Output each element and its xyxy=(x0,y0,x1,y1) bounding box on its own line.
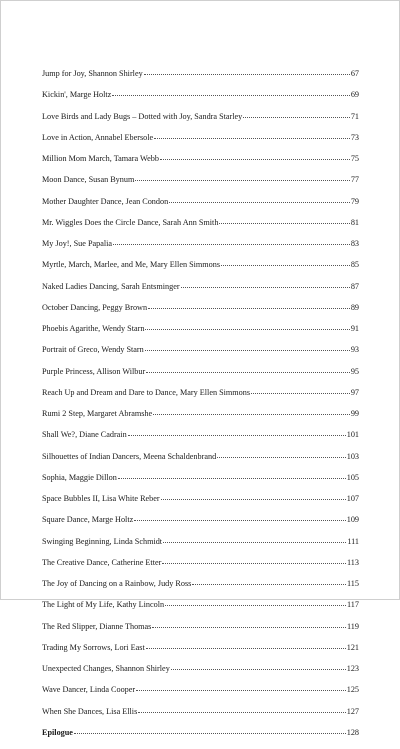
toc-entry-page-number: 113 xyxy=(347,557,359,567)
toc-entry-title: October Dancing, Peggy Brown xyxy=(42,302,148,312)
toc-entry-page-number: 119 xyxy=(347,621,359,631)
toc-entry-title: Swinging Beginning, Linda Schmidt xyxy=(42,536,163,546)
toc-entry-page-number: 93 xyxy=(350,345,359,355)
toc-dot-leader xyxy=(144,74,350,75)
toc-dot-leader xyxy=(219,223,349,224)
toc-entry-page-number: 128 xyxy=(346,727,359,737)
toc-entry-page-number: 117 xyxy=(347,600,359,610)
toc-entry-title: Square Dance, Marge Holtz xyxy=(42,515,134,525)
toc-entry-title: Purple Princess, Allison Wilbur xyxy=(42,366,146,376)
toc-entry xyxy=(42,388,359,409)
toc-dot-leader xyxy=(148,308,350,309)
toc-dot-leader xyxy=(162,563,346,564)
toc-entry xyxy=(42,218,359,239)
toc-entry-title: Shall We?, Diane Cadrain xyxy=(42,430,127,440)
toc-dot-leader xyxy=(171,669,346,670)
toc-entry-title: Silhouettes of Indian Dancers, Meena Schaldenbrand xyxy=(42,451,217,461)
toc-entry xyxy=(42,664,359,685)
toc-entry-page-number: 121 xyxy=(346,642,359,652)
toc-dot-leader xyxy=(160,159,350,160)
toc-entry-title: My Joy!, Sue Papalia xyxy=(42,239,113,248)
toc-dot-leader xyxy=(165,605,346,606)
toc-entry xyxy=(42,197,359,218)
toc-entry-title: The Light of My Life, Kathy Lincoln xyxy=(42,600,165,610)
toc-entry-page-number: 107 xyxy=(346,494,359,503)
toc-entry xyxy=(42,600,359,621)
toc-entry xyxy=(42,579,359,600)
toc-entry-title: Space Bubbles II, Lisa White Reber xyxy=(42,494,160,503)
toc-entry-page-number: 103 xyxy=(346,451,359,461)
toc-entry-page-number: 123 xyxy=(346,664,359,673)
toc-entry xyxy=(42,515,359,536)
toc-entry-page-number: 79 xyxy=(350,196,359,206)
toc-entry xyxy=(42,367,359,388)
toc-entry-title: Kickin', Marge Holtz xyxy=(42,90,112,100)
toc-entry-title: Portrait of Greco, Wendy Starn xyxy=(42,345,144,355)
toc-entry-page-number: 101 xyxy=(346,430,359,440)
toc-entry xyxy=(42,260,359,281)
toc-entry-title: Million Mom March, Tamara Webb xyxy=(42,154,159,163)
toc-dot-leader xyxy=(145,350,350,351)
toc-entry xyxy=(42,133,359,154)
toc-entry-page-number: 81 xyxy=(350,217,359,227)
toc-dot-leader xyxy=(112,95,350,96)
toc-dot-leader xyxy=(251,393,350,394)
toc-entry-page-number: 127 xyxy=(346,706,359,716)
toc-entry-title: Reach Up and Dream and Dare to Dance, Mary Ellen Simmons xyxy=(42,387,251,397)
toc-entry xyxy=(42,324,359,345)
toc-entry xyxy=(42,685,359,706)
toc-entry-title: Sophia, Maggie Dillon xyxy=(42,472,117,482)
toc-entry xyxy=(42,282,359,303)
toc-dot-leader xyxy=(192,584,346,585)
toc-dot-leader xyxy=(152,627,346,628)
toc-entry xyxy=(42,345,359,366)
toc-entry-title: Naked Ladies Dancing, Sarah Entsminger xyxy=(42,281,180,291)
toc-entry-title: The Joy of Dancing on a Rainbow, Judy Ross xyxy=(42,579,192,588)
toc-entry-page-number: 85 xyxy=(350,260,359,270)
toc-entry-title: Love in Action, Annabel Ebersole xyxy=(42,132,154,142)
toc-entry-page-number: 125 xyxy=(346,685,359,695)
toc-dot-leader xyxy=(217,457,346,458)
toc-dot-leader xyxy=(146,372,350,373)
toc-entry-page-number: 69 xyxy=(350,90,359,100)
toc-entry-title: Unexpected Changes, Shannon Shirley xyxy=(42,664,170,673)
toc-entry-page-number: 95 xyxy=(350,366,359,376)
toc-dot-leader xyxy=(135,180,349,181)
toc-dot-leader xyxy=(138,712,345,713)
toc-entry-title: Epilogue xyxy=(42,727,73,737)
toc-entry-title: When She Dances, Lisa Ellis xyxy=(42,706,138,716)
toc-entry xyxy=(42,643,359,664)
toc-dot-leader xyxy=(145,329,349,330)
toc-entry-title: Trading My Sorrows, Lori East xyxy=(42,642,145,652)
toc-entry-page-number: 73 xyxy=(350,132,359,142)
toc-entry xyxy=(42,473,359,494)
toc-dot-leader xyxy=(163,542,346,543)
toc-dot-leader xyxy=(136,690,346,691)
toc-entry-epilogue xyxy=(42,728,359,749)
toc-entry xyxy=(42,558,359,579)
toc-entry-title: The Red Slipper, Dianne Thomas xyxy=(42,621,152,631)
toc-entry xyxy=(42,239,359,260)
toc-entry xyxy=(42,303,359,324)
toc-dot-leader xyxy=(161,499,346,500)
toc-entry-page-number: 83 xyxy=(350,239,359,248)
toc-entry-title: Love Birds and Lady Bugs – Dotted with Joy, Sandra Starley xyxy=(42,111,243,121)
toc-entry-page-number: 77 xyxy=(350,175,359,185)
toc-entry xyxy=(42,452,359,473)
toc-entry-title: Mr. Wiggles Does the Circle Dance, Sarah Ann Smith xyxy=(42,217,219,227)
toc-entry xyxy=(42,154,359,175)
toc-entry xyxy=(42,175,359,196)
toc-entry xyxy=(42,112,359,133)
toc-entry-title: Mother Daughter Dance, Jean Condon xyxy=(42,196,169,206)
toc-entry-page-number: 67 xyxy=(350,69,359,78)
toc-entry-title: Wave Dancer, Linda Cooper xyxy=(42,685,136,695)
toc-dot-leader xyxy=(113,244,350,245)
toc-entry-title: Myrtle, March, Marlee, and Me, Mary Ellen Simmons xyxy=(42,260,221,270)
toc-dot-leader xyxy=(128,435,346,436)
toc-dot-leader xyxy=(118,478,346,479)
toc-entry-page-number: 97 xyxy=(350,387,359,397)
toc-dot-leader xyxy=(146,648,346,649)
toc-dot-leader xyxy=(74,733,346,734)
toc-entry xyxy=(42,537,359,558)
toc-dot-leader xyxy=(169,202,350,203)
toc-entry-title: Moon Dance, Susan Bynum xyxy=(42,175,135,185)
toc-entry xyxy=(42,409,359,430)
toc-entry-page-number: 75 xyxy=(350,154,359,163)
toc-entry-title: Jump for Joy, Shannon Shirley xyxy=(42,69,143,78)
toc-entry xyxy=(42,494,359,515)
toc-entry-page-number: 99 xyxy=(350,409,359,418)
toc-entry-page-number: 109 xyxy=(346,515,359,525)
toc-dot-leader xyxy=(221,265,350,266)
toc-entry xyxy=(42,622,359,643)
toc-entry-page-number: 89 xyxy=(350,302,359,312)
toc-entry xyxy=(42,90,359,111)
toc-entry-page-number: 87 xyxy=(350,281,359,291)
toc-dot-leader xyxy=(153,414,350,415)
toc-entry-title: Phoebis Agarithe, Wendy Starn xyxy=(42,324,145,333)
toc-entry xyxy=(42,707,359,728)
toc-dot-leader xyxy=(243,117,350,118)
toc-entry-title: Rumi 2 Step, Margaret Abramshe xyxy=(42,409,153,418)
table-of-contents xyxy=(42,69,359,749)
toc-dot-leader xyxy=(181,287,350,288)
toc-entry-page-number: 115 xyxy=(347,579,359,588)
toc-dot-leader xyxy=(134,520,345,521)
toc-entry-page-number: 71 xyxy=(350,111,359,121)
toc-entry-page-number: 105 xyxy=(346,472,359,482)
toc-entry-page-number: 111 xyxy=(347,536,359,546)
toc-entry-title: The Creative Dance, Catherine Etter xyxy=(42,557,162,567)
toc-entry xyxy=(42,430,359,451)
toc-dot-leader xyxy=(154,138,350,139)
toc-entry-page-number: 91 xyxy=(350,324,359,333)
toc-entry xyxy=(42,69,359,90)
